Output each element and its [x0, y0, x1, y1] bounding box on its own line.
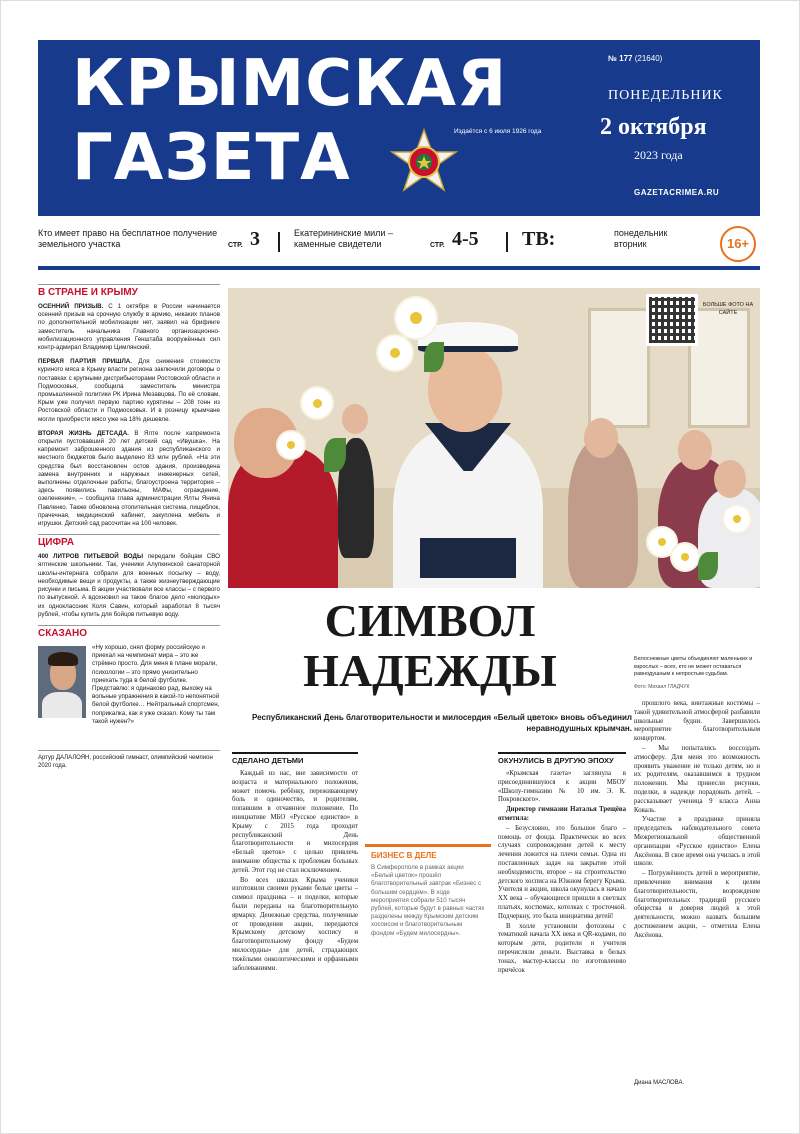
figure-brief [38, 553, 220, 619]
founded-note: Издаётся с 6 июля 1926 года [454, 128, 542, 135]
white-flower [378, 336, 412, 370]
photo-caption: Белоснежные цветы объединяют маленьких и взрослых – всех, кто не может оставаться равнодушным к непростым судьбам. [634, 656, 753, 677]
section-head-quote: СКАЗАНО [38, 625, 220, 639]
brief-text: С 1 октября в России начинается осенний призыв на срочную службу в армию, никаких планов по дополнительной мобилизации нет, заявил на брифинге заместитель начальника Главного организационно-мобилизационного управления Генштаба вооружённых сил контр-адмирал Владимир Цимлянский. [38, 303, 221, 352]
teaser-divider [278, 232, 280, 252]
cameraman-head [342, 404, 368, 434]
subhead-made-by-kids: СДЕЛАНО ДЕТЬМИ [232, 752, 358, 765]
article-column-1 [232, 752, 358, 974]
article-dek: Республиканский День благотворительности и милосердия «Белый цветок» вновь объединил неравнодушных крымчан. [252, 713, 632, 733]
paragraph: «Крымская газета» заглянула в присоединившуюся к акции МБОУ «Школу-гимназию № 10 им. Э. К. Покровского». [498, 770, 626, 804]
photo-window [588, 308, 650, 428]
issue-total: (21640) [634, 54, 663, 63]
portrait-hair [48, 652, 78, 666]
headline-line2: НАДЕЖДЫ [303, 645, 557, 696]
audience-head [714, 460, 746, 498]
paragraph: прошлого века, винтажные костюмы – такой удивительной атмосферой разбавили школьные будни. Завершилось мероприятие благотворительным концертом. [634, 700, 760, 743]
paragraph: Каждый из нас, вне зависимости от возраста и материального положения, может помочь ребёнку, переживающему боль и одиночество, и родителям, попавшим в отчаянное положение. По инициативе МБО «Русское единство» в Крыму с 2015 года проходит республиканский День благотворительности и милосердия «Белый цветок» с целью привлечь внимание общества к проблемам больных детей. Этот год не стал исключением. [232, 770, 358, 874]
brief-text: В Ялте после капремонта открыли пустовавший 20 лет детский сад «Ивушка». На капремонт заброшенного здания из республиканского и местного бюджетов было выделено 83 млн рублей. «На эти средства был восстановлен остов здания, произведена замена внутренних и наружных инженерных сетей, выполнены отделочные работы, благоустроена территория – здесь появились павильоны, МАФы, ограждение, озеленение», – сообщила глава администрации Ялты Янина Павленко. Также обновлена отопительная система, пищеблок, прачечная, медицинский кабинет, закуплена мебель и игрушки. Детский сад рассчитан на 100 человек. [38, 429, 220, 528]
issue-date: 2 октября [600, 114, 707, 140]
age-rating-badge: 16+ [720, 226, 756, 262]
header-rule [38, 266, 760, 270]
newspaper-title-line1: КРЫМСКАЯ [72, 47, 508, 121]
brief-lead: ОСЕННИЙ ПРИЗЫВ. [38, 303, 104, 310]
business-box-head: БИЗНЕС В ДЕЛЕ [371, 851, 437, 860]
quote-author: Артур ДАЛАЛОЯН, российский гимнаст, олимпийский чемпион 2020 года. [38, 750, 220, 770]
white-flower [302, 388, 332, 418]
sailor-trousers [420, 538, 516, 578]
issue-number [608, 54, 662, 63]
paragraph: В холле установили фотозоны с тематикой начала XX века и QR-кодами, по которым дети, родители и учителя перечисляли деньги. Выставка в белых тонах, мастер-классы по изготовлению причёсок [498, 922, 626, 974]
section-head-figure: ЦИФРА [38, 534, 220, 548]
teaser-page-label: СТР. [228, 242, 243, 249]
qr-code[interactable] [646, 294, 698, 346]
brief-text: Для снижения стоимости куриного мяса в Крыму власти региона заключили договоры о поставках с крупными дистрибьюторами Ростовской области и Подмосковья, сообщила заместитель министра промышленной политики РК Ирина Мезавцова. По её словам, Крым уже получил первую партию курятины – 208 тонн из Ростовской области и Подмосковья. И в розницу крымчане могли приобрести мясо уже на 18% дешевле. [38, 358, 220, 423]
white-flower [278, 432, 304, 458]
tv-label: ТВ: [522, 228, 556, 250]
white-flower [724, 506, 750, 532]
main-headline [232, 596, 628, 696]
article-column-3 [498, 752, 626, 976]
headline-line1: СИМВОЛ [324, 595, 536, 646]
teaser-page-label: СТР. [430, 242, 445, 249]
audience-head [678, 430, 712, 470]
brief-lead: ВТОРАЯ ЖИЗНЬ ДЕТСАДА. [38, 429, 129, 437]
qr-label: БОЛЬШЕ ФОТО НА САЙТЕ [702, 302, 754, 316]
news-brief [38, 358, 220, 424]
news-brief [38, 430, 220, 528]
headline-box [232, 592, 628, 710]
paragraph: – Безусловно, это большое благо – помощь от фонда. Практически во всех случаях сопровождение детей к месту лечения ложится на плечи семьи. Одна из поставленных задач на закрытие этой необходимости, второе – на строительство детского хосписа на Южном берегу Крыма. Учителя и акции, школа окунулась в начало XX века – обучающиеся пришли в светлых платьях, костюмах, котелках с тросточкой. Подчеркну, это была инициатива детей! [498, 824, 626, 920]
news-sidebar [38, 284, 221, 769]
quote-author-photo [38, 646, 86, 718]
qr-pattern [649, 297, 695, 343]
paragraph: Директор гимназии Наталья Трещёва отметила: [498, 806, 626, 822]
teaser-item-land[interactable]: Кто имеет право на бесплатное получение земельного участка [38, 228, 218, 249]
article-column-4 [634, 700, 760, 942]
portrait-shirt [42, 692, 82, 718]
paragraph: Участие в празднике приняла председатель наблюдательного совета Межрегиональной общественной организации «Русское единство» Елена Аксёнова. В свое время она училась в этой школе. [634, 816, 760, 868]
teaser-item-miles[interactable]: Екатерининские мили – каменные свидетели [294, 228, 393, 249]
section-head-news: В СТРАНЕ И КРЫМУ [38, 284, 220, 298]
business-box [365, 844, 491, 1020]
masthead [38, 40, 760, 216]
issue-number-value: № 177 [608, 54, 633, 63]
quote-block [38, 643, 220, 769]
business-box-text: В Симферополе в рамках акции «Белый цветок» прошёл благотворительный завтрак «Бизнес с большим сердцем». В ходе мероприятия собрали 510 тысяч рублей, которые будут в равных частях разделены между Крымским детским хосписом и благотворительным фондом «Будем милосердны». [371, 864, 485, 937]
teaser-page-number: 3 [250, 228, 260, 250]
flower-leaf [698, 552, 718, 580]
figure-text: передали бойцам СВО ялтинские школьники. Так, ученики Алупкинской санаторной школы-интерната собрали для военных посылку – воду, необходимые вещи и продукты, а также жизнеутверждающие рисунки и письма. В акции участвовали все классы – с первого по выпускной. А вдохновил на такое благое дело «молодых» их одноклассник Коля Савин, который заработал 8 тысяч рублей, чтобы купить для бойцов питьевую воду. [38, 553, 220, 618]
figure-lead: 400 ЛИТРОВ ПИТЬЕВОЙ ВОДЫ [38, 553, 143, 561]
paragraph: – Мы попытались воссоздать атмосферу. Для меня это возможность проявить уважение не только детям, но и их родителям, оказавшимся в трудном положении. Мы принесли рисунки, поделки, в надежде порадовать детей, – рассказывает ученица 9 класса Анна Коваль. [634, 744, 760, 814]
paragraph: Во всех школах Крыма ученики изготовили своими руками белые цветы – символ праздника – и поделки, которые были переданы на благотворительную ярмарку. Денежные средства, полученные от проведения акции, передаются Крымскому детскому хоспису и благотворительному фонду «Будем милосердны» для детей, страдающих тяжёлыми онкологическими и орфанными заболеваниями. [232, 876, 358, 972]
teaser-page-number: 4-5 [452, 228, 479, 250]
teaser-bar [38, 222, 760, 262]
white-flower [672, 544, 698, 570]
audience-member [568, 438, 638, 588]
newspaper-title-line2: ГАЗЕТА [72, 121, 351, 195]
issue-year: 2023 года [634, 148, 683, 162]
tv-days[interactable]: понедельник вторник [614, 228, 668, 249]
news-brief [38, 303, 220, 352]
flower-leaf [324, 438, 346, 472]
website-link[interactable]: GAZETACRIMEA.RU [634, 188, 720, 197]
flower-leaf [424, 342, 444, 372]
paragraph: – Погружённость детей в мероприятие, привлечение внимания к целям благотворительности, возрождение благотворительных традиций русского общества и доверия людей к этой деятельности, можно назвать большим достижением акции, – отметила Елена Аксёнова. [634, 870, 760, 939]
order-emblem-icon [388, 128, 460, 200]
white-flower [396, 298, 436, 338]
subhead-another-era: ОКУНУЛИСЬ В ДРУГУЮ ЭПОХУ [498, 752, 626, 765]
quote-text: «Ну хорошо, снял форму российскую и приехал на чемпионат мира – это же стрёмно просто. Для меня в плане морали, психологии – это прямо унизительно приехать туда в белой футболке. Представлю: я одинаково рад, выхожу на вольные упражнения в какой-то непонятной белой футболке… Нейтральный спортсмен, поприкалка, как я уже сказал. Кому ты там такой нужен?» [92, 643, 220, 725]
issue-weekday: ПОНЕДЕЛЬНИК [608, 88, 723, 103]
photo-credit: Фото: Михаил ГЛАДЧУК [634, 684, 690, 690]
brief-lead: ПЕРВАЯ ПАРТИЯ ПРИШЛА. [38, 358, 132, 366]
author-signature: Диана МАСЛОВА. [634, 1080, 685, 1086]
teaser-divider [506, 232, 508, 252]
audience-head [584, 418, 618, 458]
